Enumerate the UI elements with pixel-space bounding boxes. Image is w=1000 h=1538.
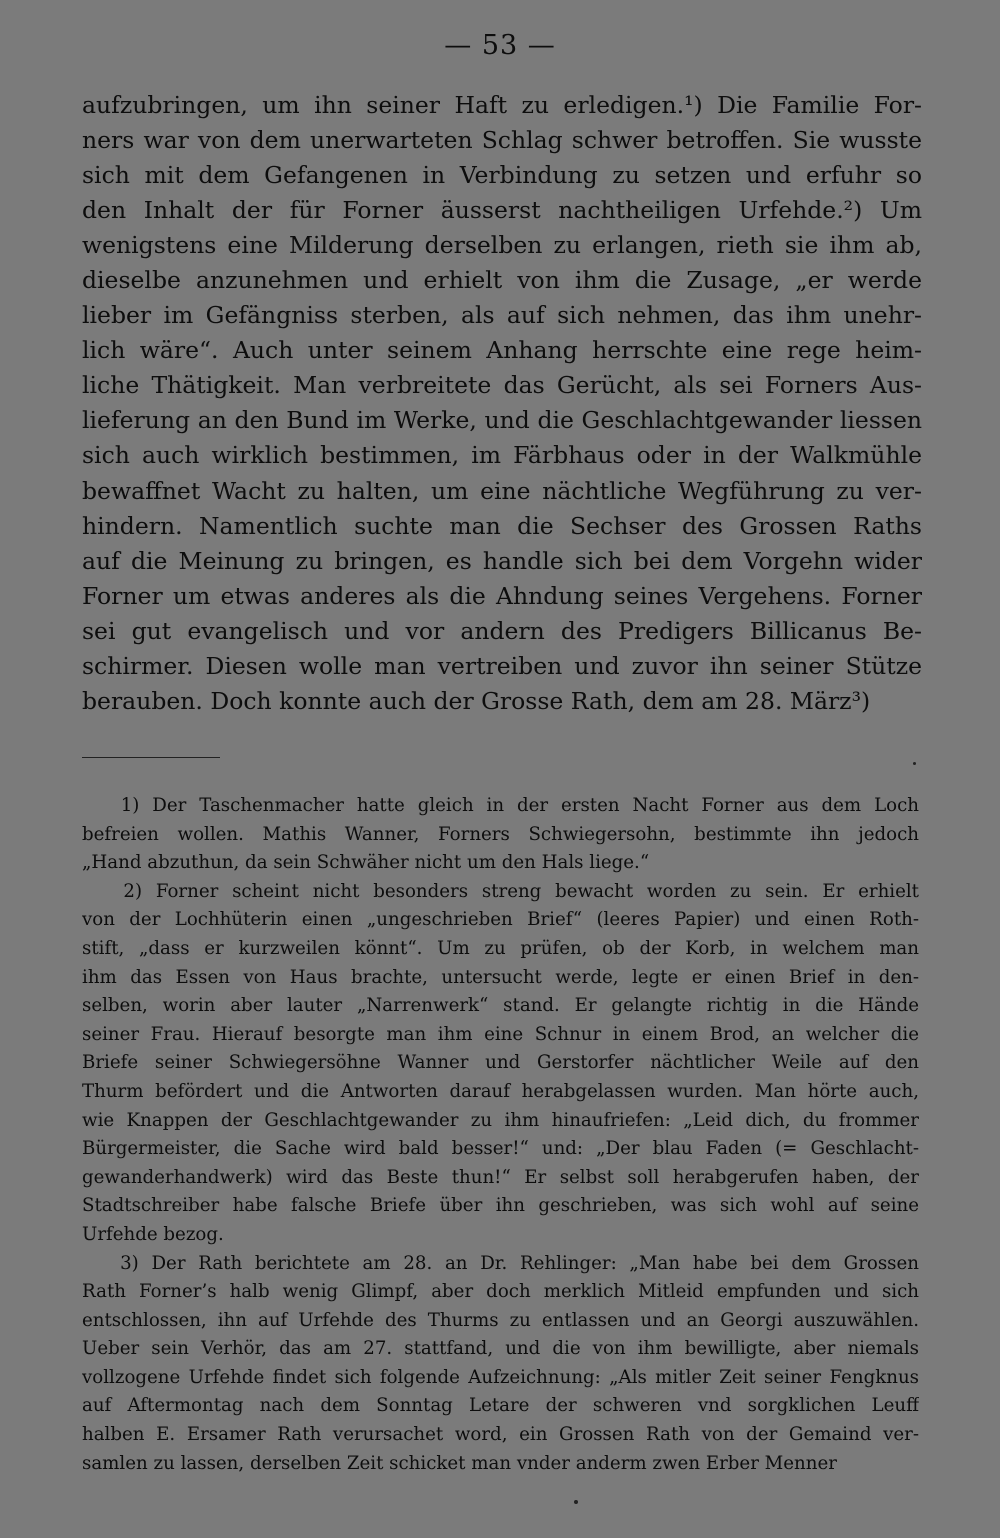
footnote-line: samlen zu lassen, derselben Zeit schicket man vnder anderm zwen Erber Menner (82, 1452, 837, 1474)
footnote-line: ihm das Essen von Haus brachte, untersucht werde, legte er einen Brief in den- (82, 966, 919, 988)
text-line: berauben. Doch konnte auch der Grosse Rath, dem am 28. März³) (82, 686, 871, 715)
text-line: lieferung an den Bund im Werke, und die Geschlachtgewander liessen (82, 406, 922, 435)
footnotes (82, 792, 919, 1478)
footnote-line: Urfehde bezog. (82, 1223, 224, 1245)
footnote-line: stift, „dass er kurzweilen könnt“. Um zu prüfen, ob der Korb, in welchem man (82, 937, 919, 959)
footnote-line: entschlossen, ihn auf Urfehde des Thurms zu entlassen und an Georgi auszuwählen. (82, 1309, 919, 1331)
main-text (82, 88, 922, 719)
footnote-line: wie Knappen der Geschlachtgewander zu ihm hinaufriefen: „Leid dich, du frommer (82, 1109, 919, 1131)
text-line: sich mit dem Gefangenen in Verbindung zu setzen und erfuhr so (82, 161, 922, 190)
footnote-2 (82, 878, 919, 1250)
text-line: Forner um etwas anderes als die Ahndung seines Vergehens. Forner (82, 581, 922, 610)
text-line: dieselbe anzunehmen und erhielt von ihm die Zusage, „er werde (82, 266, 922, 295)
footnote-line: selben, worin aber lauter „Narrenwerk“ stand. Er gelangte richtig in die Hände (82, 995, 919, 1017)
footnote-line: Stadtschreiber habe falsche Briefe über ihn geschrieben, was sich wohl auf seine (82, 1195, 919, 1217)
footnote-line: „Hand abzuthun, da sein Schwäher nicht um den Hals liege.“ (82, 852, 650, 874)
footnote-line: Rath Forner’s halb wenig Glimpf, aber doch merklich Mitleid empfunden und sich (82, 1281, 919, 1303)
text-line: hindern. Namentlich suchte man die Sechser des Grossen Raths (82, 511, 922, 540)
footnote-line: Briefe seiner Schwiegersöhne Wanner und Gerstorfer nächtlicher Weile auf den (82, 1052, 919, 1074)
page-number: — 53 — (444, 30, 556, 61)
footnote-line: vollzogene Urfehde findet sich folgende Aufzeichnung: „Als mitler Zeit seiner Fengknus (82, 1366, 919, 1388)
footnote-line: 3) Der Rath berichtete am 28. an Dr. Rehlinger: „Man habe bei dem Grossen (82, 1252, 919, 1274)
text-line: bewaffnet Wacht zu halten, um eine nächtliche Wegführung zu ver- (82, 476, 922, 505)
footnote-line: 1) Der Taschenmacher hatte gleich in der ersten Nacht Forner aus dem Loch (82, 795, 919, 816)
footnote-line: von der Lochhüterin einen „ungeschrieben Brief“ (leeres Papier) und einen Roth- (82, 909, 919, 931)
footnote-line: halben E. Ersamer Rath verursachet word, ein Grossen Rath von der Gemaind ver- (82, 1424, 919, 1446)
footnote-line: Ueber sein Verhör, das am 27. stattfand, und die von ihm bewilligte, aber niemals (82, 1338, 919, 1360)
ink-speck (574, 1500, 578, 1504)
text-line: auf die Meinung zu bringen, es handle sich bei dem Vorgehn wider (82, 546, 922, 575)
text-line: wenigstens eine Milderung derselben zu erlangen, rieth sie ihm ab, (82, 231, 922, 260)
text-line: lich wäre“. Auch unter seinem Anhang herrschte eine rege heim- (82, 336, 922, 365)
footnote-3 (82, 1250, 919, 1479)
text-line: den Inhalt der für Forner äusserst nachtheiligen Urfehde.²) Um (82, 196, 922, 225)
text-line: aufzubringen, um ihn seiner Haft zu erledigen.¹) Die Familie For- (82, 91, 922, 119)
footnote-line: gewanderhandwerk) wird das Beste thun!“ Er selbst soll herabgerufen haben, der (82, 1166, 919, 1188)
footnote-line: befreien wollen. Mathis Wanner, Forners Schwiegersohn, bestimmte ihn jedoch (82, 823, 919, 845)
footnote-separator-rule (82, 757, 220, 758)
footnote-line: 2) Forner scheint nicht besonders streng bewacht worden zu sein. Er erhielt (82, 880, 919, 902)
footnote-line: seiner Frau. Hierauf besorgte man ihm eine Schnur in einem Brod, an welcher die (82, 1023, 919, 1045)
text-line: schirmer. Diesen wolle man vertreiben und zuvor ihn seiner Stütze (82, 651, 922, 680)
ink-speck (913, 762, 916, 765)
text-line: lieber im Gefängniss sterben, als auf sich nehmen, das ihm unehr- (82, 301, 922, 330)
footnote-line: auf Aftermontag nach dem Sonntag Letare der schweren vnd sorgklichen Leuff (82, 1395, 919, 1417)
text-line: sich auch wirklich bestimmen, im Färbhaus oder in der Walkmühle (82, 441, 922, 470)
text-line: sei gut evangelisch und vor andern des Predigers Billicanus Be- (82, 616, 922, 645)
footnote-line: Bürgermeister, die Sache wird bald besser!“ und: „Der blau Faden (= Geschlacht- (82, 1138, 919, 1160)
text-line: liche Thätigkeit. Man verbreitete das Gerücht, als sei Forners Aus- (82, 371, 922, 400)
text-line: ners war von dem unerwarteten Schlag schwer betroffen. Sie wusste (82, 126, 922, 155)
footnote-line: Thurm befördert und die Antworten darauf herabgelassen wurden. Man hörte auch, (82, 1080, 919, 1102)
footnote-1 (82, 792, 919, 878)
